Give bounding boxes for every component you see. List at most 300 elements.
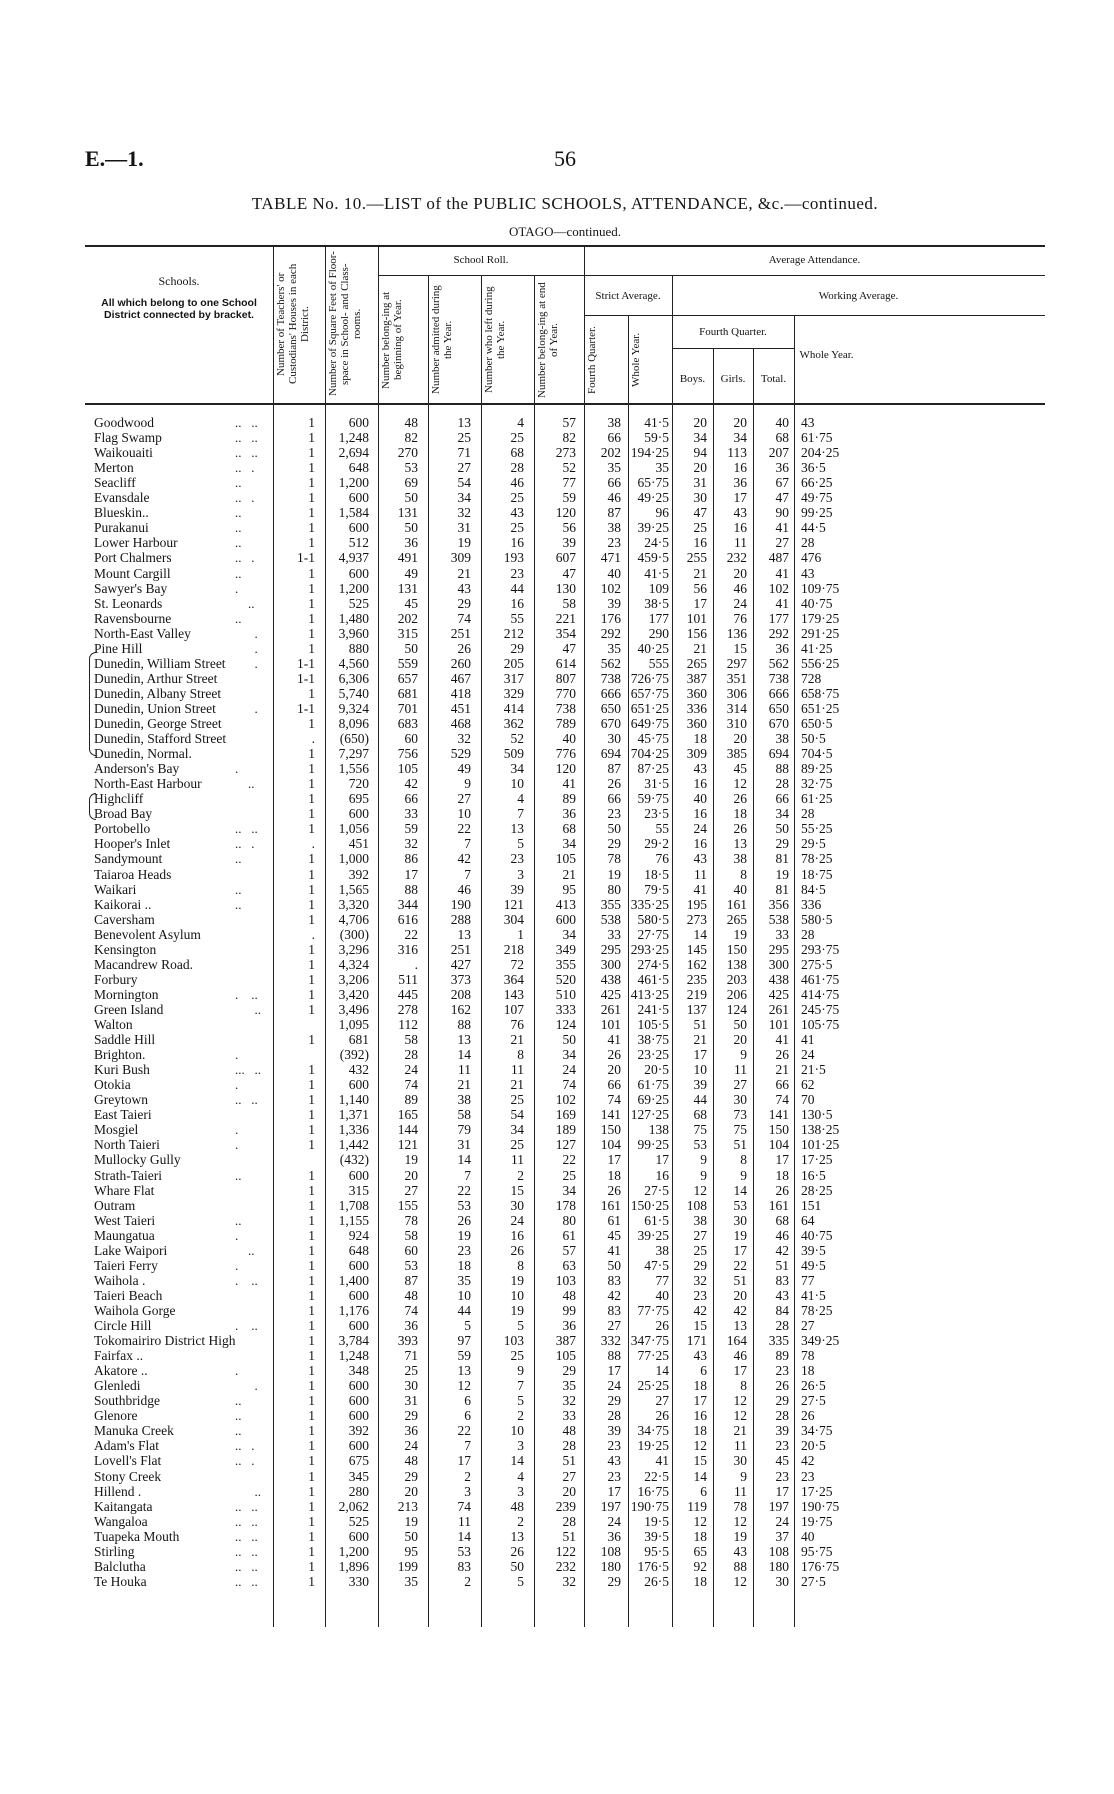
total-count: 538 xyxy=(768,911,789,927)
strict-fourth-quarter: 41 xyxy=(607,1032,621,1048)
number-end: 178 xyxy=(555,1197,576,1213)
number-admitted: 5 xyxy=(464,1318,471,1333)
number-beginning: 53 xyxy=(404,1257,418,1273)
total-count: 335 xyxy=(768,1333,789,1349)
leader-dots: . xyxy=(235,761,239,777)
boys-count: 336 xyxy=(686,700,707,716)
whole-year-average: 78·25 xyxy=(801,1302,833,1318)
girls-count: 11 xyxy=(734,1483,747,1499)
girls-count: 12 xyxy=(733,1513,747,1529)
floor-space: 600 xyxy=(348,1257,369,1273)
number-admitted: 451 xyxy=(450,700,471,716)
girls-count: 17 xyxy=(733,1242,747,1258)
floor-space: 1,000 xyxy=(338,851,369,867)
table-row xyxy=(85,671,1045,686)
leader-dots: .. . xyxy=(235,836,255,852)
boys-count: 145 xyxy=(686,941,707,957)
girls-count: 19 xyxy=(733,1528,747,1544)
number-beginning: 616 xyxy=(397,911,418,927)
teachers-count: 1 xyxy=(308,866,315,882)
floor-space: 3,420 xyxy=(338,986,369,1002)
floor-space: 5,740 xyxy=(338,685,369,701)
number-left: 68 xyxy=(510,445,524,461)
boys-count: 17 xyxy=(693,1393,707,1409)
number-end: 738 xyxy=(555,700,576,716)
strict-fourth-quarter: 35 xyxy=(607,640,621,656)
leader-dots: .. .. xyxy=(235,1092,258,1108)
table-row xyxy=(85,1484,1045,1499)
number-admitted: 22 xyxy=(457,821,471,837)
number-admitted-header: Number admitted during the Year. xyxy=(430,285,454,395)
teachers-count: 1 xyxy=(308,1318,315,1333)
teachers-count: 1 xyxy=(308,460,315,476)
number-end: 127 xyxy=(555,1137,576,1153)
whole-year-average: 476 xyxy=(801,550,822,566)
leader-dots: . xyxy=(235,580,239,596)
total-count: 66 xyxy=(775,1077,789,1093)
strict-whole-year: 61·5 xyxy=(644,1212,669,1228)
school-name: Taieri Ferry xyxy=(94,1257,158,1273)
total-count: 562 xyxy=(768,655,789,671)
number-beginning: 82 xyxy=(404,430,418,446)
number-admitted: 2 xyxy=(464,1573,471,1589)
total-count: 26 xyxy=(775,1047,789,1063)
teachers-count: 1 xyxy=(308,746,315,762)
strict-fourth-quarter: 666 xyxy=(600,685,621,701)
number-admitted: 25 xyxy=(457,430,471,446)
girls-count: 34 xyxy=(733,430,747,446)
table-row xyxy=(85,1303,1045,1318)
table-row xyxy=(85,791,1045,806)
boys-count: 171 xyxy=(686,1333,707,1349)
number-beginning: 20 xyxy=(404,1483,418,1499)
school-name: Tuapeka Mouth xyxy=(94,1528,180,1544)
whole-year-average: 293·75 xyxy=(801,941,840,957)
girls-count: 51 xyxy=(733,1137,747,1153)
header-bottom-rule xyxy=(85,403,1045,405)
floor-space: 1,565 xyxy=(338,881,369,897)
total-count: 84 xyxy=(775,1302,789,1318)
number-beginning: 393 xyxy=(397,1333,418,1349)
boys-count: 18 xyxy=(693,1423,707,1439)
strict-whole-year: 40·25 xyxy=(637,640,669,656)
total-count: 292 xyxy=(768,625,789,641)
number-beginning: 42 xyxy=(404,776,418,792)
teachers-count: 1 xyxy=(308,1468,315,1484)
strict-whole-year: 27·5 xyxy=(644,1182,669,1198)
school-name: Lower Harbour xyxy=(94,535,178,551)
teachers-header: Number of Teachers' or Custodians' Houses in each District. xyxy=(275,263,311,385)
floor-space: 8,096 xyxy=(338,716,369,731)
boys-count: 14 xyxy=(693,926,707,942)
teachers-count: 1 xyxy=(308,1543,315,1559)
strict-whole-year: 194·25 xyxy=(630,445,669,461)
page-header xyxy=(85,146,1045,176)
girls-count: 26 xyxy=(733,821,747,837)
teachers-count: 1 xyxy=(308,415,315,430)
number-end: 24 xyxy=(562,1062,576,1078)
number-end: 413 xyxy=(555,896,576,912)
number-left: 43 xyxy=(510,505,524,521)
total-count: 34 xyxy=(775,806,789,822)
number-admitted: 32 xyxy=(457,731,471,747)
total-count: 300 xyxy=(768,956,789,972)
number-beginning: 69 xyxy=(404,475,418,491)
number-left: 25 xyxy=(510,520,524,536)
strict-fourth-quarter: 23 xyxy=(607,806,621,822)
strict-fourth-quarter: 471 xyxy=(600,550,621,566)
floor-space: 512 xyxy=(348,535,369,551)
school-name: Portobello xyxy=(94,821,151,837)
whole-year-average: 34·75 xyxy=(801,1423,833,1439)
leader-dots: .. xyxy=(235,535,242,551)
boys-count: 16 xyxy=(693,836,707,852)
school-name: Kaitangata xyxy=(94,1498,153,1514)
total-count: 41 xyxy=(775,565,789,581)
whole-year-average: 27 xyxy=(801,1318,815,1333)
number-left: 25 xyxy=(510,1137,524,1153)
girls-count: 297 xyxy=(726,655,747,671)
girls-count: 22 xyxy=(733,1257,747,1273)
total-count: 47 xyxy=(775,490,789,506)
number-beginning: 60 xyxy=(404,731,418,747)
strict-fourth-quarter: 18 xyxy=(607,1167,621,1183)
leader-dots: .. xyxy=(235,896,242,912)
table-row xyxy=(85,550,1045,565)
total-count: 42 xyxy=(775,1242,789,1258)
number-end: 169 xyxy=(555,1107,576,1123)
number-left: 76 xyxy=(510,1017,524,1032)
floor-space: 451 xyxy=(348,836,369,852)
leader-dots: .. xyxy=(235,1167,242,1183)
whole-year-average: 42 xyxy=(801,1453,815,1469)
number-end: 239 xyxy=(555,1498,576,1514)
girls-count: 351 xyxy=(726,670,747,686)
boys-count: 47 xyxy=(693,505,707,521)
whole-year-average: 23 xyxy=(801,1468,815,1484)
floor-space: 1,176 xyxy=(338,1302,369,1318)
number-end: 34 xyxy=(562,1182,576,1198)
teachers-count: 1-1 xyxy=(297,655,315,671)
whole-year-average: 95·75 xyxy=(801,1543,833,1559)
school-name: Outram xyxy=(94,1197,136,1213)
number-left: 7 xyxy=(517,806,524,822)
number-beginning: 756 xyxy=(397,746,418,762)
teachers-count: 1 xyxy=(308,625,315,641)
number-admitted: 74 xyxy=(457,610,471,626)
number-beginning: 74 xyxy=(404,1077,418,1093)
strict-whole-year: 61·75 xyxy=(637,1077,669,1093)
school-name: Green Island xyxy=(94,1001,164,1017)
table-row xyxy=(85,1453,1045,1468)
leader-dots: .. .. xyxy=(235,1573,258,1589)
strict-fourth-quarter: 180 xyxy=(600,1558,621,1574)
school-name: Taieri Beach xyxy=(94,1287,163,1303)
number-left: 34 xyxy=(510,761,524,777)
strict-fourth-quarter: 88 xyxy=(607,1348,621,1364)
teachers-count: 1 xyxy=(308,1333,315,1349)
teachers-count: 1 xyxy=(308,971,315,987)
number-beginning: 25 xyxy=(404,1363,418,1379)
boys-count: 92 xyxy=(693,1558,707,1574)
strict-whole-year: 274·5 xyxy=(637,956,669,972)
floor-space: 432 xyxy=(348,1062,369,1078)
strict-fourth-quarter: 202 xyxy=(600,445,621,461)
whole-year-average: 461·75 xyxy=(801,971,840,987)
whole-year-average: 99·25 xyxy=(801,505,833,521)
table-row xyxy=(85,1333,1045,1348)
number-end: 32 xyxy=(562,1393,576,1409)
strict-fourth-quarter: 26 xyxy=(607,776,621,792)
strict-whole-year: 95·5 xyxy=(644,1543,669,1559)
leader-dots: .. . xyxy=(235,460,255,476)
table-row xyxy=(85,611,1045,626)
number-admitted: 38 xyxy=(457,1092,471,1108)
girls-count: 76 xyxy=(733,610,747,626)
teachers-count: 1 xyxy=(308,791,315,807)
total-count: 81 xyxy=(775,881,789,897)
total-count: 180 xyxy=(768,1558,789,1574)
number-end: 61 xyxy=(562,1227,576,1243)
whole-year-average: 704·5 xyxy=(801,746,833,762)
total-count: 666 xyxy=(768,685,789,701)
number-left: 5 xyxy=(517,1573,524,1589)
total-count: 207 xyxy=(768,445,789,461)
table-top-rule xyxy=(85,245,1045,247)
school-name: Fairfax .. xyxy=(94,1348,144,1364)
floor-space: 600 xyxy=(348,1408,369,1424)
floor-space: 1,556 xyxy=(338,761,369,777)
number-end: 48 xyxy=(562,1423,576,1439)
strict-fourth-quarter: 50 xyxy=(607,821,621,837)
school-name: Kensington xyxy=(94,941,157,957)
total-count: 23 xyxy=(775,1468,789,1484)
school-name: Akatore .. xyxy=(94,1363,148,1379)
boys-count: 21 xyxy=(693,640,707,656)
strict-whole-year: 459·5 xyxy=(637,550,669,566)
school-name: Dunedin, Stafford Street xyxy=(94,731,227,747)
floor-space: 392 xyxy=(348,866,369,882)
floor-space-header: Number of Square Feet of Floor-space in School- and Class-rooms. xyxy=(327,251,363,397)
boys-count: 255 xyxy=(686,550,707,566)
number-left: 1 xyxy=(517,926,524,942)
number-beginning: 165 xyxy=(397,1107,418,1123)
number-left: 317 xyxy=(503,670,524,686)
strict-fourth-quarter: 197 xyxy=(600,1498,621,1514)
teachers-count: 1 xyxy=(308,1483,315,1499)
number-beginning: 48 xyxy=(404,1287,418,1303)
floor-space: 648 xyxy=(348,1242,369,1258)
strict-whole-year: 138 xyxy=(648,1122,669,1138)
girls-count: 40 xyxy=(733,881,747,897)
table-row xyxy=(85,1378,1045,1393)
number-admitted: 467 xyxy=(450,670,471,686)
leader-dots: .. xyxy=(235,475,242,491)
strict-fourth-quarter: 61 xyxy=(607,1212,621,1228)
number-beginning: 95 xyxy=(404,1543,418,1559)
girls-count: 232 xyxy=(726,550,747,566)
total-count: 30 xyxy=(775,1573,789,1589)
number-end: 20 xyxy=(562,1483,576,1499)
number-beginning: 50 xyxy=(404,1528,418,1544)
number-beginning: 89 xyxy=(404,1092,418,1108)
whole-year-average: 658·75 xyxy=(801,685,840,701)
total-count: 150 xyxy=(768,1122,789,1138)
number-end: 48 xyxy=(562,1287,576,1303)
floor-space: 924 xyxy=(348,1227,369,1243)
girls-count: 24 xyxy=(733,595,747,611)
whole-year-average: 101·25 xyxy=(801,1137,840,1153)
number-left: 54 xyxy=(510,1107,524,1123)
strict-whole-year: 41·5 xyxy=(644,565,669,581)
table-row xyxy=(85,1258,1045,1273)
number-left: 25 xyxy=(510,490,524,506)
number-left: 25 xyxy=(510,1092,524,1108)
girls-count: 12 xyxy=(733,1393,747,1409)
strict-fourth-quarter: 66 xyxy=(607,430,621,446)
teachers-count: 1 xyxy=(308,1212,315,1228)
number-beginning: 86 xyxy=(404,851,418,867)
whole-year-header: Whole Year. xyxy=(799,349,854,361)
girls-count: 150 xyxy=(726,941,747,957)
school-name: St. Leonards xyxy=(94,595,163,611)
floor-space: 600 xyxy=(348,1438,369,1454)
girls-count: 314 xyxy=(726,700,747,716)
table-row xyxy=(85,716,1045,731)
table-row xyxy=(85,701,1045,716)
school-name: Southbridge xyxy=(94,1393,160,1409)
table-row xyxy=(85,1077,1045,1092)
leader-dots: . .. xyxy=(235,1272,258,1288)
strict-fourth-quarter: 38 xyxy=(607,415,621,430)
teachers-count: 1 xyxy=(308,490,315,506)
total-count: 68 xyxy=(775,430,789,446)
number-left: 103 xyxy=(503,1333,524,1349)
total-count: 21 xyxy=(775,1062,789,1078)
boys-count: 31 xyxy=(693,475,707,491)
strict-fourth-quarter: 425 xyxy=(600,986,621,1002)
total-count: 41 xyxy=(775,1032,789,1048)
table-row xyxy=(85,1393,1045,1408)
leader-dots: . .. xyxy=(235,986,258,1002)
number-beginning: 78 xyxy=(404,1212,418,1228)
floor-space: 330 xyxy=(348,1573,369,1589)
number-admitted: 26 xyxy=(457,1212,471,1228)
strict-whole-year: 77·25 xyxy=(637,1348,669,1364)
total-count: 24 xyxy=(775,1513,789,1529)
number-admitted: 7 xyxy=(464,836,471,852)
teachers-count: 1 xyxy=(308,1363,315,1379)
table-row xyxy=(85,806,1045,821)
number-admitted: 7 xyxy=(464,1167,471,1183)
number-left: 55 xyxy=(510,610,524,626)
teachers-count: 1 xyxy=(308,1408,315,1424)
number-beginning: 74 xyxy=(404,1302,418,1318)
strict-fourth-quarter: 39 xyxy=(607,595,621,611)
girls-count: 164 xyxy=(726,1333,747,1349)
teachers-count: 1 xyxy=(308,776,315,792)
strict-fourth-quarter: 36 xyxy=(607,1528,621,1544)
number-beginning: 559 xyxy=(397,655,418,671)
number-left: 414 xyxy=(503,700,524,716)
number-beginning: 278 xyxy=(397,1001,418,1017)
table-row xyxy=(85,1183,1045,1198)
teachers-count: 1 xyxy=(308,565,315,581)
number-end: 120 xyxy=(555,761,576,777)
leader-dots: . xyxy=(235,1122,239,1138)
number-admitted: 208 xyxy=(450,986,471,1002)
strict-fourth-quarter: 24 xyxy=(607,1378,621,1394)
table-row xyxy=(85,1092,1045,1107)
number-admitted: 59 xyxy=(457,1348,471,1364)
strict-whole-year: 39·25 xyxy=(637,520,669,536)
boys-count: 387 xyxy=(686,670,707,686)
number-left: 19 xyxy=(510,1302,524,1318)
whole-year-average: 17·25 xyxy=(801,1483,833,1499)
floor-space: 3,784 xyxy=(338,1333,369,1349)
whole-year-average: 245·75 xyxy=(801,1001,840,1017)
strict-whole-year: 105·5 xyxy=(637,1017,669,1032)
strict-fourth-quarter: 33 xyxy=(607,926,621,942)
number-admitted: 53 xyxy=(457,1543,471,1559)
number-admitted: 42 xyxy=(457,851,471,867)
teachers-count: . xyxy=(311,926,315,942)
number-left: 14 xyxy=(510,1453,524,1469)
table-row xyxy=(85,1198,1045,1213)
table-row xyxy=(85,836,1045,851)
floor-space: 4,706 xyxy=(338,911,369,927)
number-admitted: 12 xyxy=(457,1378,471,1394)
strict-fourth-quarter: 261 xyxy=(600,1001,621,1017)
leader-dots: . xyxy=(235,1137,239,1153)
strict-whole-year: 347·75 xyxy=(630,1333,669,1349)
number-end: 120 xyxy=(555,505,576,521)
leader-dots: .. xyxy=(235,776,255,792)
teachers-count: 1 xyxy=(308,1498,315,1514)
whole-year-average: 20·5 xyxy=(801,1438,826,1454)
boys-count: 51 xyxy=(693,1017,707,1032)
whole-year-average: 27·5 xyxy=(801,1393,826,1409)
floor-space: 600 xyxy=(348,1393,369,1409)
total-count: 27 xyxy=(775,535,789,551)
school-name: Flag Swamp xyxy=(94,430,162,446)
girls-count: 21 xyxy=(733,1423,747,1439)
total-count: 90 xyxy=(775,505,789,521)
girls-count: 12 xyxy=(733,1573,747,1589)
number-left: 34 xyxy=(510,1122,524,1138)
number-beginning: 27 xyxy=(404,1182,418,1198)
school-name: North-East Valley xyxy=(94,625,191,641)
leader-dots: .. xyxy=(235,1483,261,1499)
school-name: Waihola Gorge xyxy=(94,1302,176,1318)
number-beginning: 71 xyxy=(404,1348,418,1364)
total-count: 40 xyxy=(775,415,789,430)
strict-fourth-quarter: 78 xyxy=(607,851,621,867)
strict-fourth-quarter: 438 xyxy=(600,971,621,987)
boys-count: 12 xyxy=(693,1513,707,1529)
number-admitted: 427 xyxy=(450,956,471,972)
number-beginning: 58 xyxy=(404,1227,418,1243)
girls-count: 42 xyxy=(733,1302,747,1318)
number-beginning: 32 xyxy=(404,836,418,852)
whole-year-average: 18 xyxy=(801,1363,815,1379)
number-left: 30 xyxy=(510,1197,524,1213)
number-left: 3 xyxy=(517,1438,524,1454)
floor-space: 600 xyxy=(348,490,369,506)
whole-year-average: 24 xyxy=(801,1047,815,1063)
strict-fourth-quarter: 108 xyxy=(600,1543,621,1559)
number-end: 95 xyxy=(562,881,576,897)
